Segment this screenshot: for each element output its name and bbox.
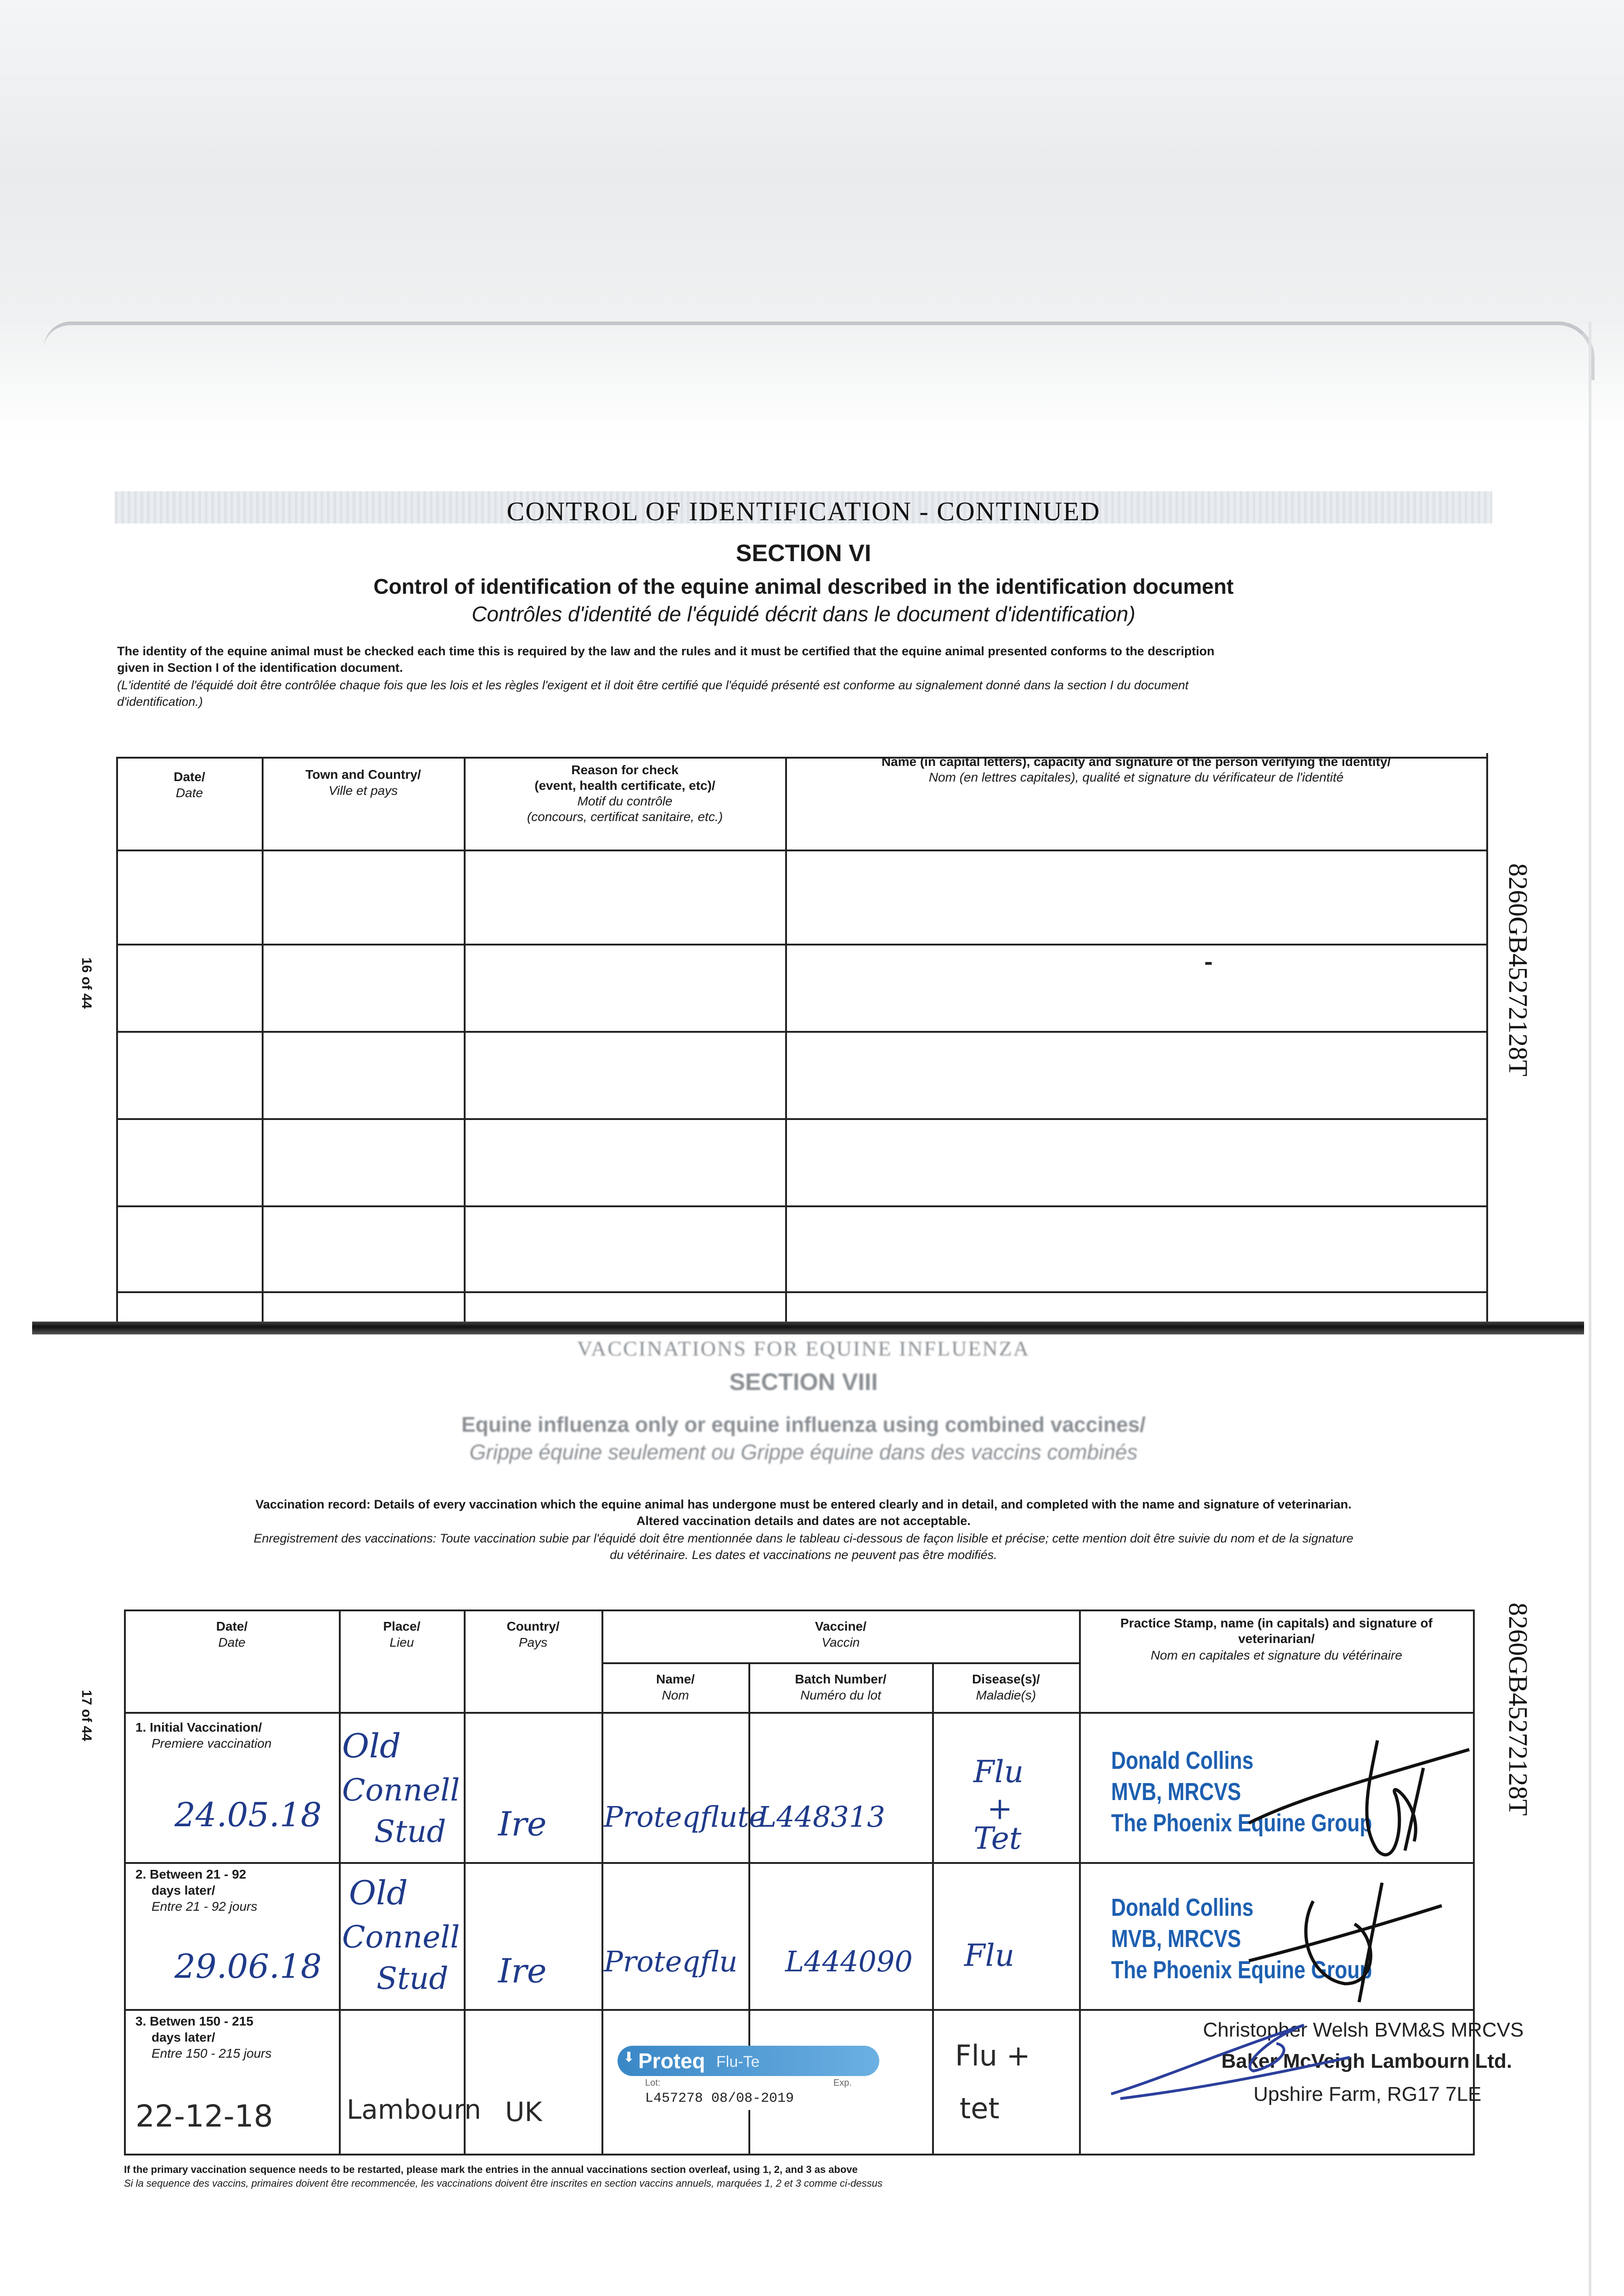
row2-stamp-1: Donald Collins bbox=[1111, 1894, 1253, 1921]
row3-country: UK bbox=[505, 2096, 542, 2127]
section-viii-faded-title: VACCINATIONS FOR EQUINE INFLUENZA bbox=[577, 1337, 1030, 1360]
vcol-vaccine-fr: Vaccin bbox=[821, 1635, 860, 1649]
col-town-en: Town and Country/ bbox=[305, 767, 421, 782]
row1-stamp-3: The Phoenix Equine Group bbox=[1111, 1809, 1372, 1837]
row2-country: Ire bbox=[498, 1952, 547, 1990]
row3-place: Lambourn bbox=[347, 2094, 482, 2125]
vcol-stamp-en-2: veterinarian/ bbox=[1238, 1632, 1315, 1646]
col-name-en: Name (in capital letters), capacity and signature of the person verifying the identity/ bbox=[881, 754, 1391, 769]
row3-label-fr: Entre 150 - 215 jours bbox=[152, 2046, 272, 2060]
row1-signature bbox=[1240, 1731, 1478, 1869]
col-reason-en-1: Reason for check bbox=[571, 763, 679, 777]
row3-signature bbox=[1102, 2011, 1359, 2112]
section-viii-heading-fr: Grippe équine seulement ou Grippe équine dans des vaccins combinés bbox=[469, 1440, 1138, 1464]
row3-label-en-1: 3. Betwen 150 - 215 bbox=[135, 2014, 253, 2028]
sticker-brand: Proteq bbox=[638, 2049, 705, 2073]
side-code-lower: 8260GB45272128T bbox=[1503, 1603, 1533, 1816]
col-reason-fr-2: (concours, certificat sanitaire, etc.) bbox=[527, 810, 723, 824]
side-code-upper: 8260GB45272128T bbox=[1503, 863, 1533, 1076]
row2-batch: L444090 bbox=[785, 1945, 913, 1978]
vcol-batch-en: Batch Number/ bbox=[795, 1672, 887, 1686]
footer-note-en: If the primary vaccination sequence needs to be restarted, please mark the entries in the annual vaccinations section overleaf, using 1, 2, and 3 as above bbox=[124, 2164, 858, 2175]
vaccination-record-en-2: Altered vaccination details and dates are not acceptable. bbox=[636, 1514, 971, 1528]
vcol-date-fr: Date bbox=[218, 1635, 246, 1649]
row1-batch: L448313 bbox=[758, 1800, 885, 1834]
col-town-fr: Ville et pays bbox=[328, 783, 398, 798]
section-viii-title: SECTION VIII bbox=[729, 1369, 878, 1396]
vcol-name-en: Name/ bbox=[656, 1672, 695, 1686]
vcol-disease-en: Disease(s)/ bbox=[972, 1672, 1040, 1686]
row3-stamp-2: Baker McVeigh Lambourn Ltd. bbox=[1221, 2050, 1512, 2072]
row1-label-en: 1. Initial Vaccination/ bbox=[135, 1720, 262, 1734]
vcol-disease-fr: Maladie(s) bbox=[976, 1688, 1036, 1702]
vcol-date-en: Date/ bbox=[216, 1619, 248, 1633]
vcol-name-fr: Nom bbox=[662, 1688, 689, 1702]
vcol-place-en: Place/ bbox=[383, 1619, 421, 1633]
sticker-exp-label: Exp. bbox=[833, 2078, 852, 2088]
row3-disease-1: Flu + bbox=[955, 2039, 1030, 2072]
scan-right-edge bbox=[1589, 321, 1591, 2296]
identity-note-en-1: The identity of the equine animal must be checked each time this is required by the law and the rules and it must be certified that the equine animal presented conforms to the description bbox=[117, 644, 1214, 658]
row1-label-fr: Premiere vaccination bbox=[152, 1736, 272, 1750]
row2-signature bbox=[1240, 1874, 1451, 2007]
vaccine-batch-sticker bbox=[618, 2046, 879, 2110]
sticker-arrow-icon: ⬇ bbox=[623, 2050, 635, 2065]
identity-note-fr-2: d'identification.) bbox=[117, 695, 203, 709]
row1-stamp-1: Donald Collins bbox=[1111, 1747, 1253, 1774]
row1-stamp-2: MVB, MRCVS bbox=[1111, 1778, 1241, 1806]
page-number-16: 16 of 44 bbox=[79, 957, 94, 1009]
section-viii-heading-en: Equine influenza only or equine influenza using combined vaccines/ bbox=[461, 1412, 1146, 1436]
vaccination-record-en-1: Vaccination record: Details of every vaccination which the equine animal has undergone must be entered clearly and in detail, and completed with the name and signature of veterinarian. bbox=[255, 1497, 1352, 1511]
col-name-fr: Nom (en lettres capitales), qualité et signature du vérificateur de l'identité bbox=[928, 770, 1344, 784]
row2-label-en-1: 2. Between 21 - 92 bbox=[135, 1867, 247, 1881]
section-vi-heading-en: Control of identification of the equine animal described in the identification document bbox=[373, 574, 1234, 598]
col-date-en: Date/ bbox=[174, 770, 205, 784]
row2-disease-1: Flu bbox=[964, 1938, 1015, 1973]
section-vi-heading-fr: Contrôles d'identité de l'équidé décrit dans le document d'identification) bbox=[472, 602, 1135, 626]
row1-country: Ire bbox=[498, 1805, 547, 1843]
row1-vaccine-name: Proteqflute bbox=[604, 1800, 766, 1834]
row3-stamp-3: Upshire Farm, RG17 7LE bbox=[1253, 2083, 1482, 2105]
vaccination-record-fr-1: Enregistrement des vaccinations: Toute vaccination subie par l'équidé doit être mentionnée dans le tableau ci-dessous de façon lisible et précise; cette mention doit être suivie du nom et de la signature bbox=[253, 1531, 1354, 1545]
vcol-country-en: Country/ bbox=[506, 1619, 560, 1633]
row2-place-2: Connell bbox=[342, 1919, 460, 1955]
footer-note-fr: Si la sequence des vaccins, primaires doivent être recommencée, les vaccinations doivent être inscrites en section vaccins annuels, marquées 1, 2 et 3 comme ci-dessus bbox=[124, 2178, 883, 2189]
row1-disease-3: Tet bbox=[973, 1821, 1022, 1856]
row2-stamp-3: The Phoenix Equine Group bbox=[1111, 1956, 1372, 1984]
identity-note-en-2: given in Section I of the identification document. bbox=[117, 661, 403, 675]
row2-date: 29.06.18 bbox=[174, 1947, 322, 1986]
row2-label-fr: Entre 21 - 92 jours bbox=[152, 1899, 258, 1913]
row2-label-en-2: days later/ bbox=[152, 1883, 215, 1897]
scan-page-edge bbox=[44, 321, 1595, 380]
row1-place-1: Old bbox=[342, 1727, 401, 1765]
col-reason-fr-1: Motif du contrôle bbox=[577, 794, 673, 808]
sticker-batch-expiry: L457278 08/08-2019 bbox=[645, 2091, 794, 2106]
section-vi-title: SECTION VI bbox=[736, 540, 871, 567]
vcol-place-fr: Lieu bbox=[389, 1635, 414, 1649]
col-reason-en-2: (event, health certificate, etc)/ bbox=[534, 778, 715, 793]
sticker-lot-label: Lot: bbox=[645, 2078, 661, 2088]
vcol-batch-fr: Numéro du lot bbox=[800, 1688, 881, 1702]
row3-stamp-1: Christopher Welsh BVM&S MRCVS bbox=[1203, 2019, 1524, 2041]
banner-title: CONTROL OF IDENTIFICATION - CONTINUED bbox=[506, 496, 1101, 526]
row1-place-2: Connell bbox=[342, 1773, 460, 1808]
col-date-fr: Date bbox=[175, 786, 203, 800]
row1-disease-1: Flu bbox=[973, 1754, 1024, 1790]
stray-mark bbox=[1205, 962, 1212, 965]
row1-disease-2: + bbox=[987, 1791, 1013, 1826]
vcol-stamp-en-1: Practice Stamp, name (in capitals) and signature of bbox=[1120, 1616, 1433, 1630]
row1-date: 24.05.18 bbox=[174, 1795, 322, 1834]
identity-note-fr-1: (L'identité de l'équidé doit être contrôlée chaque fois que les lois et les règles l'exigent et il doit être certifié que l'équidé présenté est conforme au signalement donné dans la section I du document bbox=[117, 678, 1189, 692]
row1-place-3: Stud bbox=[374, 1814, 446, 1849]
row2-place-1: Old bbox=[349, 1874, 408, 1912]
vcol-country-fr: Pays bbox=[518, 1635, 548, 1649]
vcol-vaccine-en: Vaccine/ bbox=[815, 1619, 867, 1633]
vcol-stamp-fr: Nom en capitales et signature du vétérinaire bbox=[1151, 1648, 1402, 1662]
row3-disease-2: tet bbox=[960, 2092, 1000, 2125]
page-number-17: 17 of 44 bbox=[79, 1690, 94, 1741]
row3-date: 22-12-18 bbox=[135, 2099, 273, 2134]
page-fold-shadow bbox=[32, 1322, 1584, 1334]
row3-label-en-2: days later/ bbox=[152, 2030, 215, 2044]
row2-stamp-2: MVB, MRCVS bbox=[1111, 1925, 1241, 1953]
sticker-product: Flu-Te bbox=[716, 2053, 760, 2071]
row2-place-3: Stud bbox=[376, 1961, 449, 1996]
vaccination-record-fr-2: du vétérinaire. Les dates et vaccinations ne peuvent pas être modifiés. bbox=[610, 1548, 997, 1562]
row2-vaccine-name: Proteqflu bbox=[604, 1945, 738, 1978]
